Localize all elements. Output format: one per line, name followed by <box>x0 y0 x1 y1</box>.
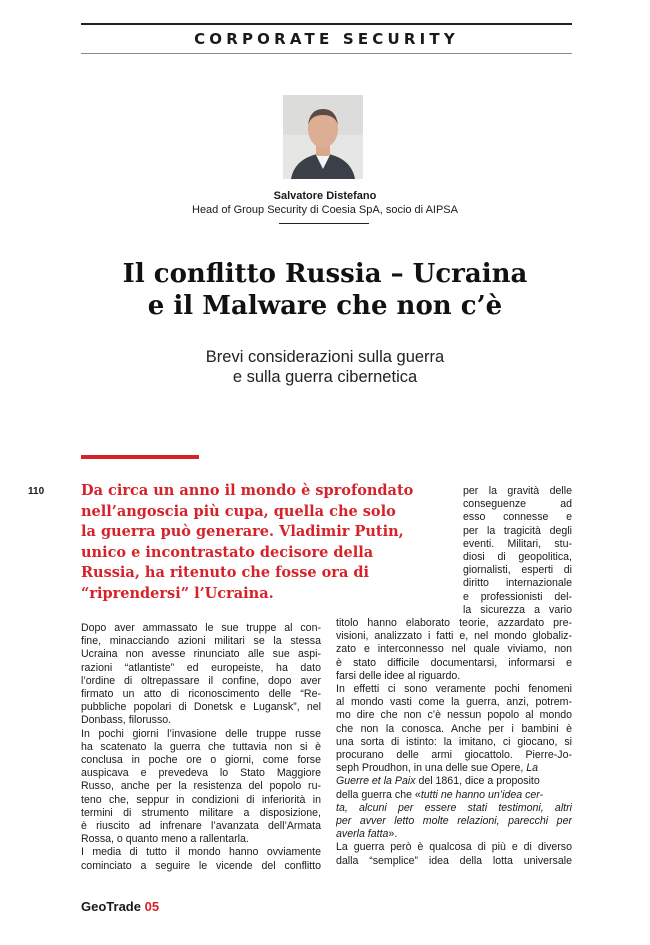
body-line: termini di strumento militare a disposizione, <box>81 806 321 819</box>
body-line: teno che, seppur in condizioni di inferiorità in <box>81 793 321 806</box>
quote-text: per avver letto molte relazioni, parecchi per <box>336 815 572 828</box>
body-line: farsi delle idee al riguardo. <box>336 669 461 682</box>
body-line: Russo, anche per la resistenza del popolo ru- <box>81 780 321 793</box>
title-line: Il conflitto Russia – Ucraina <box>122 259 528 289</box>
body-line: la sicurezza a vario <box>463 603 572 616</box>
body-line: In pochi giorni l’invasione delle truppe russe <box>81 727 321 740</box>
section-title: CORPORATE SECURITY <box>194 30 459 48</box>
issue-number: 05 <box>144 899 160 914</box>
body-line: pubbliche popolari di Donetsk e Lugansk”, nel <box>81 701 321 714</box>
body-line: In effetti ci sono veramente pochi fenomeni <box>336 683 572 696</box>
body-line: Dopo aver ammassato le sue truppe al con- <box>81 622 321 634</box>
book-title: Guerre et la Paix <box>336 775 416 788</box>
article-title <box>0 258 650 322</box>
body-line: l’ordine di oltrepassare il confine, dopo aver <box>81 674 321 687</box>
body-line <box>336 828 572 841</box>
side-column <box>463 485 572 617</box>
body-line: mo dire che non c’è nessun popolo al mondo <box>336 709 572 722</box>
body-line <box>336 815 572 828</box>
body-text: della guerra che « <box>336 788 421 801</box>
body-line: che non la conosca. Anche per i bambini è <box>336 722 572 735</box>
author-name: Salvatore Distefano <box>273 190 377 202</box>
lead-line: nell’angoscia più cupa, quella che solo <box>81 502 396 520</box>
body-line: fine, minacciando azioni militari se la stessa <box>81 635 321 648</box>
quote-text: ta, alcuni per essere stati testimoni, altri <box>336 801 572 814</box>
lead-line: la guerra può generare. Vladimir Putin, <box>81 523 404 540</box>
body-line: è riuscito ad infrenare l’avanzata dell’Armata <box>81 820 321 833</box>
header-top-rule <box>81 23 572 25</box>
body-text: ». <box>388 828 398 841</box>
body-line: e professionisti del- <box>463 590 572 603</box>
body-line: ha scatenato la guerra che tuttavia non si è <box>81 740 321 753</box>
author-photo <box>283 95 363 179</box>
page-number: 110 <box>28 486 45 497</box>
title-line: e il Malware che non c’è <box>147 291 503 321</box>
body-line: è stato difficile documentarsi, informarsi e <box>336 656 572 669</box>
body-line: visioni, analizzato i fatti e, nel mondo globaliz- <box>336 630 572 643</box>
subtitle-line: e sulla guerra cibernetica <box>232 368 418 386</box>
body-line: Ucraina non avesse rinunciato alle sue aspi- <box>81 648 321 661</box>
body-line: per la tragicità degli <box>463 524 572 537</box>
lead-line: unico e incontrastato decisore della <box>81 543 374 561</box>
body-line: cominciato a seguire le vicende del conflitto <box>81 859 321 872</box>
body-line: auspicava e prevedeva lo Stato Maggiore <box>81 767 321 780</box>
author-portrait-image <box>283 95 363 179</box>
body-line: eventi. Militari, stu- <box>463 537 572 550</box>
header-bottom-rule <box>81 53 572 54</box>
body-line: firmato un atto di riconoscimento delle “Re- <box>81 688 321 701</box>
body-line: diosi di geopolitica, <box>463 551 572 564</box>
body-line: procurano delle armi giocattolo. Pierre-Jo- <box>336 749 572 762</box>
body-line: esso connesse e <box>463 511 572 524</box>
body-line: dalla “semplice” idea della lotta universale <box>336 854 572 867</box>
body-line: La guerra però è qualcosa di più e di diverso <box>336 841 572 854</box>
body-line: titolo hanno elaborato teorie, azzardato pre- <box>336 617 572 629</box>
body-line <box>336 775 572 788</box>
lead-line: Da circa un anno il mondo è sprofondato <box>81 482 414 499</box>
body-line <box>336 762 572 775</box>
body-text: del 1861, dice a proposito <box>415 775 540 788</box>
body-line: al mondo vasti come la guerra, anzi, potrem- <box>336 696 572 709</box>
body-line: giornalisti, esperti di <box>463 564 572 577</box>
lead-line: Russia, ha ritenuto che fosse ora di <box>81 564 370 581</box>
body-line <box>336 802 572 815</box>
quote-text: averla fatta <box>336 828 389 841</box>
body-line: diritto internazionale <box>463 577 572 590</box>
body-line: razioni “atlantiste” ed europeiste, ha dato <box>81 661 321 674</box>
body-column-right <box>336 617 572 868</box>
body-line: conseguenze ad <box>463 498 572 511</box>
quote-text: tutti ne hanno un’idea cer- <box>420 788 544 801</box>
body-line: Rossa, o quanto meno a rallentarla. <box>81 833 249 846</box>
body-line: Donbass, filorusso. <box>81 714 172 727</box>
body-line <box>336 789 572 802</box>
body-column-left <box>81 622 321 873</box>
book-title: La <box>526 762 539 775</box>
lead-line: “riprendersi” l’Ucraina. <box>81 584 274 602</box>
body-line: zato e interconnesso nel quale viviamo, non <box>336 643 572 656</box>
body-text: seph Proudhon, in una delle sue Opere, <box>336 762 527 775</box>
footer-brand <box>81 899 159 914</box>
body-line: I media di tutto il mondo hanno ovviamente <box>81 846 321 859</box>
accent-bar <box>81 455 199 459</box>
author-role: Head of Group Security di Coesia SpA, socio di AIPSA <box>192 204 458 216</box>
lead-paragraph <box>81 481 439 604</box>
body-line: conclusa in poche ore o giorni, come forse <box>81 754 321 767</box>
subtitle-line: Brevi considerazioni sulla guerra <box>205 348 445 366</box>
body-line: una sorta di istinto: la imitano, ci giocano, si <box>336 735 572 748</box>
body-line: per la gravità delle <box>463 485 572 497</box>
magazine-name: GeoTrade <box>81 899 141 914</box>
article-subtitle <box>0 347 650 387</box>
author-divider <box>279 223 369 224</box>
